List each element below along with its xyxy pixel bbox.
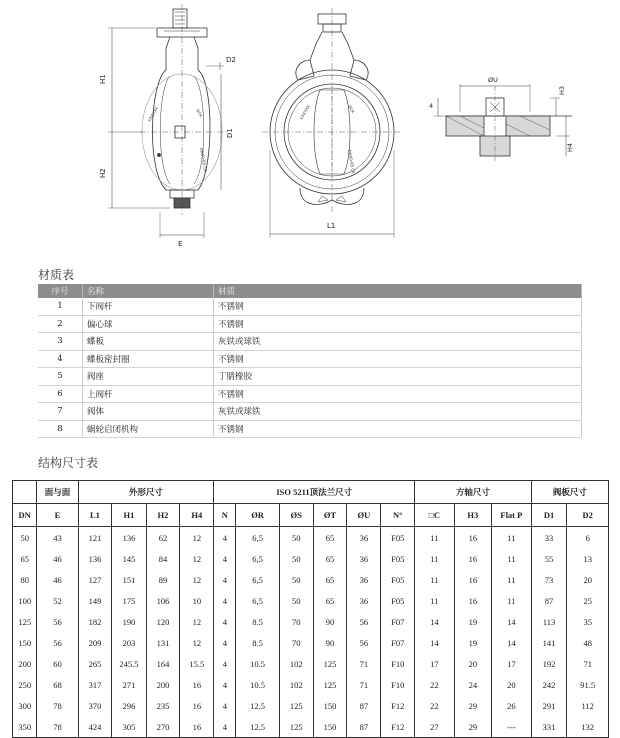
material-no-cell: 1 xyxy=(38,298,83,315)
dimension-cell: 270 xyxy=(146,716,180,738)
dimension-cell: 68 xyxy=(37,674,78,695)
dimension-cell: F07 xyxy=(381,632,415,653)
dimension-cell: 87 xyxy=(347,716,381,738)
dimension-cell: 36 xyxy=(347,569,381,590)
dimension-cell: 78 xyxy=(37,695,78,716)
dimension-cell: 11 xyxy=(492,590,532,611)
dimension-cell: 4 xyxy=(214,653,236,674)
dimension-cell: 56 xyxy=(347,611,381,632)
e-label: E xyxy=(178,240,183,248)
dimension-cell: 19 xyxy=(454,632,492,653)
dimension-cell: 11 xyxy=(415,590,454,611)
dimension-cell: 136 xyxy=(78,548,112,569)
dimension-cell: 11 xyxy=(492,569,532,590)
dimension-cell: 87 xyxy=(531,590,567,611)
dimension-cell: 6,5 xyxy=(236,569,279,590)
dimension-cell: 43 xyxy=(37,527,78,549)
dimension-cell: 151 xyxy=(112,569,146,590)
dimension-cell: 20 xyxy=(567,569,609,590)
dimension-cell: 55 xyxy=(531,548,567,569)
material-table xyxy=(38,284,582,438)
dimension-cell: 192 xyxy=(531,653,567,674)
col-material-header: 材质 xyxy=(214,284,582,298)
technical-drawings xyxy=(0,0,620,262)
material-row xyxy=(38,350,582,368)
dimension-cell: 16 xyxy=(180,716,214,738)
column-header: L1 xyxy=(78,504,112,527)
dimension-cell: 12 xyxy=(180,527,214,549)
dimension-cell: 16 xyxy=(180,674,214,695)
column-header: DN xyxy=(13,504,37,527)
material-name-cell: 阀座 xyxy=(83,368,214,386)
svg-text:DN50-65 CE: DN50-65 CE xyxy=(199,147,209,173)
column-header: H3 xyxy=(454,504,492,527)
dimension-cell: 20 xyxy=(454,653,492,674)
dimension-cell: 12.5 xyxy=(236,695,279,716)
dimension-cell: 8.5 xyxy=(236,611,279,632)
group-header-empty xyxy=(13,481,37,504)
dimension-cell: F05 xyxy=(381,548,415,569)
dimension-cell: 73 xyxy=(531,569,567,590)
dimension-cell: 91.5 xyxy=(567,674,609,695)
material-value-cell: 灰铁或球铁 xyxy=(214,333,582,351)
dimension-cell: 36 xyxy=(347,590,381,611)
dimension-cell: 13 xyxy=(567,548,609,569)
svg-text:DN50-65 CE: DN50-65 CE xyxy=(347,149,357,175)
material-no-cell: 4 xyxy=(38,350,83,368)
column-header: H1 xyxy=(112,504,146,527)
dimension-cell: 271 xyxy=(112,674,146,695)
h1-label: H1 xyxy=(99,74,107,84)
dimension-cell: 16 xyxy=(454,569,492,590)
dimension-cell: 46 xyxy=(37,569,78,590)
dimension-cell: 12 xyxy=(180,632,214,653)
column-header: H2 xyxy=(146,504,180,527)
material-value-cell: 丁腈橡胶 xyxy=(214,368,582,386)
dimension-table-title: 结构尺寸表 xyxy=(38,456,99,470)
svg-text:XXXXXX: XXXXXX xyxy=(146,105,160,123)
l1-label: L1 xyxy=(327,222,336,230)
d1-label: D1 xyxy=(226,128,234,138)
column-header: N° xyxy=(381,504,415,527)
dimension-cell: 150 xyxy=(313,716,347,738)
dimension-cell: 90 xyxy=(313,632,347,653)
dimension-cell: 175 xyxy=(112,590,146,611)
dimension-cell: 190 xyxy=(112,611,146,632)
dimension-cell: 78 xyxy=(37,716,78,738)
dimension-row xyxy=(13,695,609,716)
dimension-group-header-row xyxy=(13,481,609,504)
column-header: ØU xyxy=(347,504,381,527)
dimension-cell: 125 xyxy=(313,653,347,674)
dimension-cell: 4 xyxy=(214,716,236,738)
dimension-cell: F12 xyxy=(381,695,415,716)
material-row xyxy=(38,420,582,438)
material-row xyxy=(38,333,582,351)
dimension-cell: 56 xyxy=(37,611,78,632)
d2-label: D2 xyxy=(226,56,236,64)
material-value-cell: 不锈钢 xyxy=(214,315,582,333)
dimension-cell: 125 xyxy=(13,611,37,632)
column-header: ØT xyxy=(313,504,347,527)
dimension-cell: 17 xyxy=(415,653,454,674)
dimension-cell: 350 xyxy=(13,716,37,738)
dimension-cell: 265 xyxy=(78,653,112,674)
dimension-cell: 424 xyxy=(78,716,112,738)
dimension-cell: 62 xyxy=(146,527,180,549)
dimension-cell: 16 xyxy=(454,527,492,549)
dimension-cell: 70 xyxy=(279,632,313,653)
dimension-cell: 19 xyxy=(454,611,492,632)
dimension-cell: 203 xyxy=(112,632,146,653)
dimension-cell: 11 xyxy=(415,569,454,590)
material-name-cell: 上阀杆 xyxy=(83,385,214,403)
dimension-cell: 22 xyxy=(415,695,454,716)
dimension-cell: 102 xyxy=(279,674,313,695)
side-view-labels xyxy=(99,56,236,248)
dimension-row xyxy=(13,611,609,632)
dimension-cell: 4 xyxy=(214,674,236,695)
dimension-row xyxy=(13,674,609,695)
dimension-cell: 150 xyxy=(313,695,347,716)
dimension-cell: 27 xyxy=(415,716,454,738)
dimension-cell: 56 xyxy=(347,632,381,653)
dimension-cell: 29 xyxy=(454,695,492,716)
dimension-cell: 242 xyxy=(531,674,567,695)
material-name-cell: 下阀杆 xyxy=(83,298,214,315)
dimension-cell: 245.5 xyxy=(112,653,146,674)
material-value-cell: 不锈钢 xyxy=(214,298,582,315)
material-name-cell: 蝶板密封圈 xyxy=(83,350,214,368)
svg-text:DCK: DCK xyxy=(195,108,204,118)
material-row xyxy=(38,368,582,386)
front-view-drawing xyxy=(262,8,402,238)
dimension-cell: 113 xyxy=(531,611,567,632)
dimension-cell: 33 xyxy=(531,527,567,549)
column-header: □C xyxy=(415,504,454,527)
h4-label: H4 xyxy=(566,142,574,152)
dimension-cell: 29 xyxy=(454,716,492,738)
dimension-cell: 317 xyxy=(78,674,112,695)
dimension-cell: 50 xyxy=(279,527,313,549)
dimension-row xyxy=(13,653,609,674)
dimension-cell: 65 xyxy=(313,569,347,590)
dimension-cell: 182 xyxy=(78,611,112,632)
dimension-cell: F10 xyxy=(381,674,415,695)
dimension-cell: 14 xyxy=(492,611,532,632)
dimension-cell: 141 xyxy=(531,632,567,653)
dimension-row xyxy=(13,590,609,611)
dimension-cell: 56 xyxy=(37,632,78,653)
dimension-cell: 4 xyxy=(214,611,236,632)
dimension-cell: 87 xyxy=(347,695,381,716)
material-row xyxy=(38,315,582,333)
svg-text:XXXXXX: XXXXXX xyxy=(298,103,312,121)
dimension-cell: 4 xyxy=(214,548,236,569)
h3-label: H3 xyxy=(558,85,566,95)
dimension-cell: 36 xyxy=(347,548,381,569)
dimension-cell: F05 xyxy=(381,527,415,549)
dimension-cell: 6,5 xyxy=(236,527,279,549)
dimension-cell: 12 xyxy=(180,611,214,632)
dimension-cell: 6,5 xyxy=(236,548,279,569)
dimension-cell: 65 xyxy=(313,548,347,569)
group-header-iso: ISO 5211顶法兰尺寸 xyxy=(214,481,415,504)
column-header: ØR xyxy=(236,504,279,527)
dimension-cell: 11 xyxy=(415,527,454,549)
material-row xyxy=(38,385,582,403)
dimension-cell: 200 xyxy=(146,674,180,695)
group-header-face: 面与面 xyxy=(37,481,78,504)
dimension-cell: 12 xyxy=(180,569,214,590)
material-no-cell: 8 xyxy=(38,420,83,438)
dimension-cell: 25 xyxy=(567,590,609,611)
dimension-cell: 121 xyxy=(78,527,112,549)
dimension-cell: 10 xyxy=(180,590,214,611)
dimension-cell: 150 xyxy=(13,632,37,653)
side-view-drawing xyxy=(108,4,228,238)
dimension-cell: 11 xyxy=(415,548,454,569)
dimension-row xyxy=(13,527,609,549)
dimension-cell: 15.5 xyxy=(180,653,214,674)
dimension-cell: 370 xyxy=(78,695,112,716)
column-header: ØS xyxy=(279,504,313,527)
dimension-row xyxy=(13,548,609,569)
dimension-cell: 35 xyxy=(567,611,609,632)
material-value-cell: 不锈钢 xyxy=(214,385,582,403)
dimension-cell: 331 xyxy=(531,716,567,738)
dimension-cell: 16 xyxy=(454,590,492,611)
dimension-cell: 120 xyxy=(146,611,180,632)
dimension-cell: 24 xyxy=(454,674,492,695)
dimension-cell: 125 xyxy=(279,716,313,738)
material-no-cell: 3 xyxy=(38,333,83,351)
material-name-cell: 蝶板 xyxy=(83,333,214,351)
dimension-cell: 200 xyxy=(13,653,37,674)
dimension-row xyxy=(13,632,609,653)
dimension-cell: 164 xyxy=(146,653,180,674)
column-header: E xyxy=(37,504,78,527)
material-no-cell: 7 xyxy=(38,403,83,421)
material-value-cell: 灰铁或球铁 xyxy=(214,403,582,421)
dimension-cell: 12 xyxy=(180,548,214,569)
dimension-cell: F05 xyxy=(381,569,415,590)
dimension-cell: 4 xyxy=(214,632,236,653)
dimension-cell: 112 xyxy=(567,695,609,716)
dimension-cell: 14 xyxy=(415,632,454,653)
dimension-cell: 12.5 xyxy=(236,716,279,738)
column-header: Flat P xyxy=(492,504,532,527)
dimension-cell: F10 xyxy=(381,653,415,674)
dimension-cell: 296 xyxy=(112,695,146,716)
dimension-cell: 17 xyxy=(492,653,532,674)
dimension-cell: 127 xyxy=(78,569,112,590)
material-value-cell: 不锈钢 xyxy=(214,350,582,368)
material-name-cell: 阀体 xyxy=(83,403,214,421)
dimension-cell: 26 xyxy=(492,695,532,716)
material-no-cell: 6 xyxy=(38,385,83,403)
dimension-cell: 300 xyxy=(13,695,37,716)
dimension-cell: 291 xyxy=(531,695,567,716)
material-name-cell: 蜗轮启闭机构 xyxy=(83,420,214,438)
dimension-cell: 10.5 xyxy=(236,653,279,674)
dimension-cell: 50 xyxy=(279,548,313,569)
dimension-cell: 52 xyxy=(37,590,78,611)
material-no-cell: 5 xyxy=(38,368,83,386)
dimension-cell: 136 xyxy=(112,527,146,549)
dimension-cell: 4 xyxy=(214,590,236,611)
dimension-cell: 80 xyxy=(13,569,37,590)
column-header: N xyxy=(214,504,236,527)
dimension-cell: --- xyxy=(492,716,532,738)
dimension-cell: 71 xyxy=(347,653,381,674)
dimension-cell: F12 xyxy=(381,716,415,738)
dimension-cell: 46 xyxy=(37,548,78,569)
dimension-cell: 11 xyxy=(492,527,532,549)
dimension-cell: 14 xyxy=(492,632,532,653)
col-no-header: 序号 xyxy=(38,284,83,298)
dimension-cell: F07 xyxy=(381,611,415,632)
dimension-cell: 209 xyxy=(78,632,112,653)
detail-view-drawing xyxy=(434,84,572,162)
dimension-cell: 84 xyxy=(146,548,180,569)
material-table-title: 材质表 xyxy=(38,268,75,282)
column-header: H4 xyxy=(180,504,214,527)
dimension-cell: 65 xyxy=(13,548,37,569)
material-name-cell: 偏心球 xyxy=(83,315,214,333)
dimension-cell: 8.5 xyxy=(236,632,279,653)
dimension-cell: 125 xyxy=(313,674,347,695)
dimension-cell: 100 xyxy=(13,590,37,611)
dimension-cell: 4 xyxy=(214,695,236,716)
dimension-cell: 71 xyxy=(567,653,609,674)
dimension-cell: 20 xyxy=(492,674,532,695)
material-no-cell: 2 xyxy=(38,315,83,333)
dimension-cell: 106 xyxy=(146,590,180,611)
material-row xyxy=(38,403,582,421)
group-header-shaft: 方轴尺寸 xyxy=(415,481,532,504)
dimension-cell: 16 xyxy=(454,548,492,569)
material-row xyxy=(38,298,582,315)
dimension-cell: 22 xyxy=(415,674,454,695)
dimension-cell: 250 xyxy=(13,674,37,695)
dimension-cell: 50 xyxy=(279,569,313,590)
svg-text:DCK: DCK xyxy=(347,104,356,114)
dimension-cell: 89 xyxy=(146,569,180,590)
dimension-row xyxy=(13,716,609,738)
dimension-cell: 10.5 xyxy=(236,674,279,695)
dimension-cell: 4 xyxy=(214,569,236,590)
dimension-cell: 6,5 xyxy=(236,590,279,611)
dimension-cell: 48 xyxy=(567,632,609,653)
dimension-cell: F05 xyxy=(381,590,415,611)
dimension-cell: 149 xyxy=(78,590,112,611)
dimension-cell: 132 xyxy=(567,716,609,738)
dimension-cell: 90 xyxy=(313,611,347,632)
dimension-cell: 70 xyxy=(279,611,313,632)
dimension-cell: 50 xyxy=(279,590,313,611)
dimension-cell: 65 xyxy=(313,590,347,611)
h2-label: H2 xyxy=(99,168,107,178)
group-header-disc: 阀板尺寸 xyxy=(531,481,608,504)
dimension-cell: 60 xyxy=(37,653,78,674)
dimension-cell: 36 xyxy=(347,527,381,549)
dimension-cell: 4 xyxy=(214,527,236,549)
dimension-cell: 50 xyxy=(13,527,37,549)
ou-label: ØU xyxy=(488,76,498,84)
column-header: D1 xyxy=(531,504,567,527)
dimension-cell: 14 xyxy=(415,611,454,632)
column-header: D2 xyxy=(567,504,609,527)
dimension-cell: 131 xyxy=(146,632,180,653)
material-table-header xyxy=(38,284,582,298)
dimension-cell: 102 xyxy=(279,653,313,674)
group-header-outline: 外形尺寸 xyxy=(78,481,214,504)
dimension-cell: 145 xyxy=(112,548,146,569)
dimension-row xyxy=(13,569,609,590)
dimension-cell: 305 xyxy=(112,716,146,738)
four-label: 4 xyxy=(429,102,434,110)
dimension-cell: 11 xyxy=(492,548,532,569)
dimension-cell: 6 xyxy=(567,527,609,549)
dimension-cell: 125 xyxy=(279,695,313,716)
dimension-cell: 65 xyxy=(313,527,347,549)
dimension-cell: 16 xyxy=(180,695,214,716)
material-value-cell: 不锈钢 xyxy=(214,420,582,438)
col-name-header: 名称 xyxy=(83,284,214,298)
dimension-cell: 235 xyxy=(146,695,180,716)
dimension-column-header-row xyxy=(13,504,609,527)
dimension-cell: 71 xyxy=(347,674,381,695)
dimension-table xyxy=(12,480,609,738)
